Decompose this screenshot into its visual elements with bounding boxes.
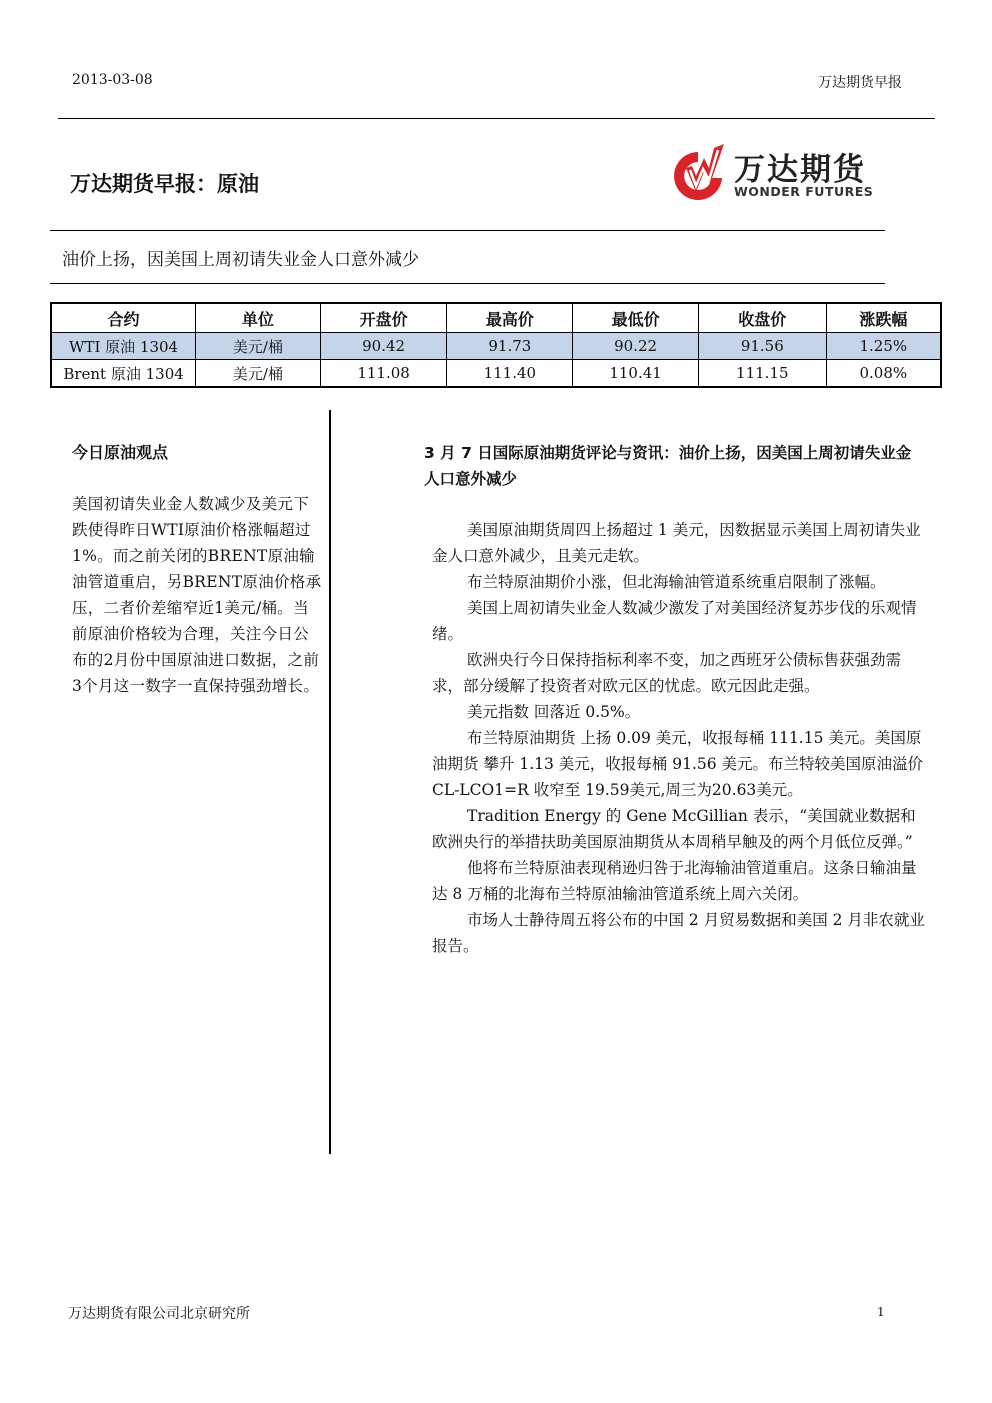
article-paragraph: 布兰特原油期价小涨，但北海输油管道系统重启限制了涨幅。	[467, 573, 886, 591]
col-header-open: 开盘价	[320, 303, 447, 333]
cell-contract: Brent 原油 1304	[51, 360, 196, 388]
cell-close: 111.15	[698, 360, 826, 388]
cell-change: 0.08%	[826, 360, 941, 388]
page-title: 万达期货早报：原油	[70, 172, 259, 196]
company-logo	[668, 140, 878, 206]
logo-chinese-name: 万达期货	[734, 152, 866, 188]
article-paragraph: 美元指数 回落近 0.5%。	[467, 703, 641, 721]
sidebar-text: 美国初请失业金人数减少及美元下跌使得昨日WTI原油价格涨幅超过1%。而之前关闭的BRENT原油输油管道重启，另BRENT原油价格承压，二者价差缩窄近1美元/桶。当前原油价格较为合理，关注今日公布的2月份中国原油进口数据，之前3个月这一数字一直保持强劲增长。	[72, 495, 322, 695]
col-header-unit: 单位	[196, 303, 321, 333]
article-paragraph: 美国上周初请失业金人数减少激发了对美国经济复苏步伐的乐观情绪。	[432, 599, 917, 643]
col-header-high: 最高价	[447, 303, 573, 333]
cell-unit: 美元/桶	[196, 360, 321, 388]
column-divider	[329, 410, 331, 1154]
article-paragraph: Tradition Energy 的 Gene McGillian 表示，“美国就业数据和欧洲央行的举措扶助美国原油期货从本周稍早触及的两个月低位反弹。”	[432, 807, 916, 851]
page-number: 1	[877, 1305, 885, 1319]
article-paragraph: 布兰特原油期货 上扬 0.09 美元，收报每桶 111.15 美元。美国原油期货 攀升 1.13 美元，收报每桶 91.56 美元。布兰特较美国原油溢价 CL-LCO1=R 收窄至 19.59美元,周三为20.63美元。	[432, 729, 924, 799]
header-brand: 万达期货早报	[818, 75, 902, 91]
table-header-row	[51, 303, 941, 333]
header-divider	[58, 118, 935, 119]
cell-high: 111.40	[447, 360, 573, 388]
subtitle-bottom-rule	[50, 283, 885, 284]
table-row	[51, 360, 941, 388]
cell-low: 90.22	[573, 333, 699, 360]
cell-unit: 美元/桶	[196, 333, 321, 360]
report-date: 2013-03-08	[72, 72, 153, 88]
report-subtitle: 油价上扬，因美国上周初请失业金人口意外减少	[62, 250, 419, 270]
cell-open: 90.42	[320, 333, 447, 360]
cell-low: 110.41	[573, 360, 699, 388]
article-paragraph: 美国原油期货周四上扬超过 1 美元，因数据显示美国上周初请失业金人口意外减少，且美元走软。	[432, 521, 921, 565]
col-header-contract: 合约	[51, 303, 196, 333]
table-row	[51, 333, 941, 360]
col-header-low: 最低价	[573, 303, 699, 333]
col-header-change: 涨跌幅	[826, 303, 941, 333]
logo-english-name: WONDER FUTURES	[734, 184, 874, 199]
cell-close: 91.56	[698, 333, 826, 360]
cell-open: 111.08	[320, 360, 447, 388]
article-heading: 3 月 7 日国际原油期货评论与资讯：油价上扬，因美国上周初请失业金人口意外减少	[424, 444, 912, 488]
article-paragraph: 市场人士静待周五将公布的中国 2 月贸易数据和美国 2 月非农就业报告。	[432, 911, 925, 955]
article-paragraph: 他将布兰特原油表现稍逊归咎于北海输油管道重启。这条日输油量达 8 万桶的北海布兰特原油输油管道系统上周六关闭。	[432, 859, 917, 903]
col-header-close: 收盘价	[698, 303, 826, 333]
cell-contract: WTI 原油 1304	[51, 333, 196, 360]
cell-high: 91.73	[447, 333, 573, 360]
price-table	[50, 302, 942, 388]
article-body	[432, 517, 925, 959]
cell-change: 1.25%	[826, 333, 941, 360]
wonder-futures-logo-icon	[668, 142, 728, 206]
sidebar-heading: 今日原油观点	[72, 443, 169, 462]
footer-organization: 万达期货有限公司北京研究所	[68, 1306, 250, 1322]
subtitle-top-rule	[50, 230, 885, 231]
article-paragraph: 欧洲央行今日保持指标利率不变，加之西班牙公债标售获强劲需求，部分缓解了投资者对欧元区的忧虑。欧元因此走强。	[432, 651, 902, 695]
